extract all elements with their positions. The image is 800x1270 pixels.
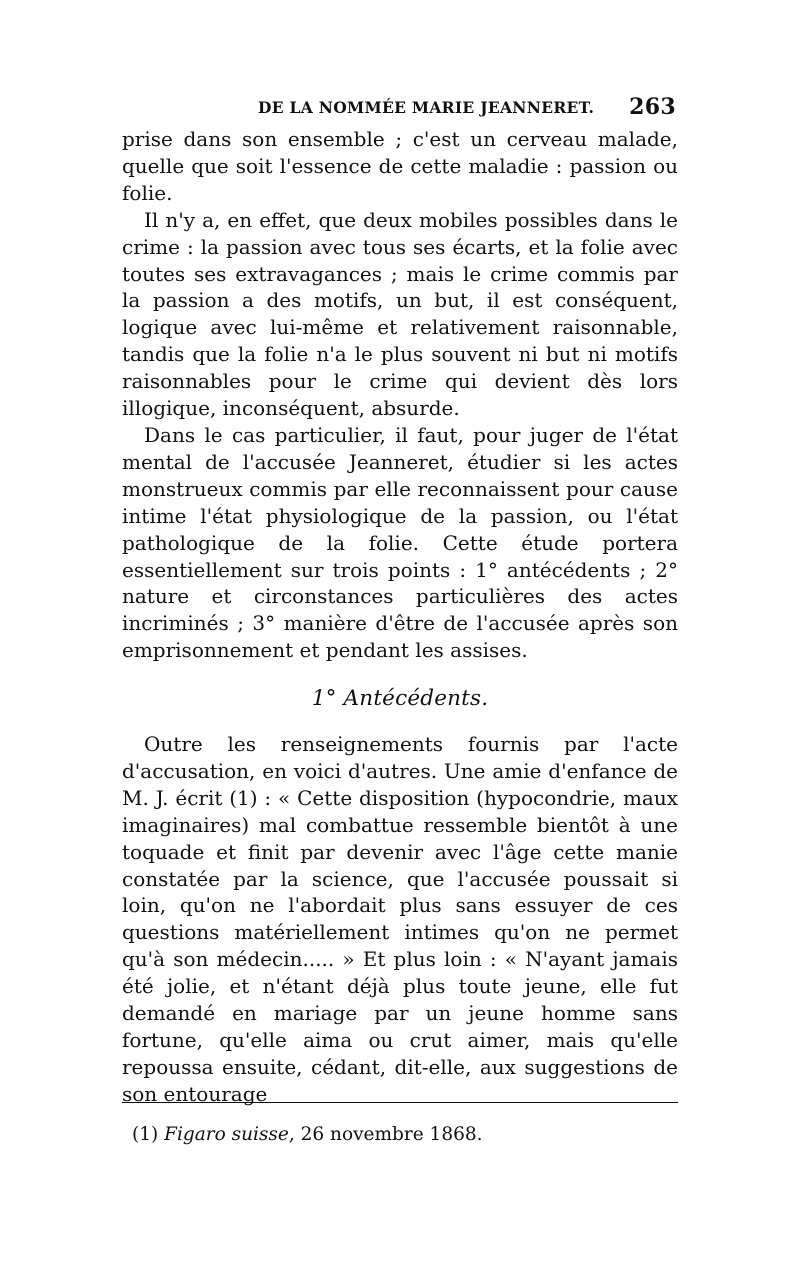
running-title: DE LA NOMMÉE MARIE JEANNERET. (258, 98, 595, 117)
page-number: 263 (629, 94, 676, 120)
footnote-marker: (1) (132, 1124, 159, 1145)
paragraph: Dans le cas particulier, il faut, pour juger de l'état mental de l'accusée Jeanneret, étudier si les actes monstrueux commis par elle reconnaissent pour cause intime l'état physiologique de la passion, ou l'état pathologique de la folie. Cette étude portera essentiellement sur trois points : 1° antécédents ; 2° nature et circonstances particulières des actes incriminés ; 3° manière d'être de l'accusée après son emprisonnement et pendant les assises. (122, 422, 678, 663)
footnote-date: , 26 novembre 1868. (288, 1124, 483, 1145)
body-text (122, 126, 678, 1108)
paragraph: Outre les renseignements fournis par l'acte d'accusation, en voici d'autres. Une amie d'enfance de M. J. écrit (1) : « Cette disposition (hypocondrie, maux imaginaires) mal combattue ressemble bientôt à une toquade et finit par devenir avec l'âge cette manie constatée par la science, que l'accusée poussait si loin, qu'on ne l'abordait plus sans essuyer de ces questions matériellement intimes qu'on ne permet qu'à son médecin..... » Et plus loin : « N'ayant jamais été jolie, et n'étant déjà plus toute jeune, elle fut demandé en mariage par un jeune homme sans fortune, qu'elle aima ou crut aimer, mais qu'elle repoussa ensuite, cédant, dit-elle, aux suggestions de son entourage (122, 732, 678, 1106)
footnote (132, 1124, 483, 1145)
running-head (122, 94, 678, 126)
footnote-divider (122, 1102, 678, 1103)
section-title: 1° Antécédents. (311, 686, 489, 712)
paragraph: prise dans son ensemble ; c'est un cerveau malade, quelle que soit l'essence de cette maladie : passion ou folie. (122, 127, 678, 205)
paragraph: Il n'y a, en effet, que deux mobiles possibles dans le crime : la passion avec tous ses écarts, et la folie avec toutes ses extravagances ; mais le crime commis par la passion a des motifs, un but, il est conséquent, logique avec lui-même et relativement raisonnable, tandis que la folie n'a le plus souvent ni but ni motifs raisonnables pour le crime qui devient dès lors illogique, inconséquent, absurde. (122, 207, 678, 421)
book-page (122, 94, 678, 1145)
footnote-source: Figaro suisse (164, 1124, 289, 1145)
